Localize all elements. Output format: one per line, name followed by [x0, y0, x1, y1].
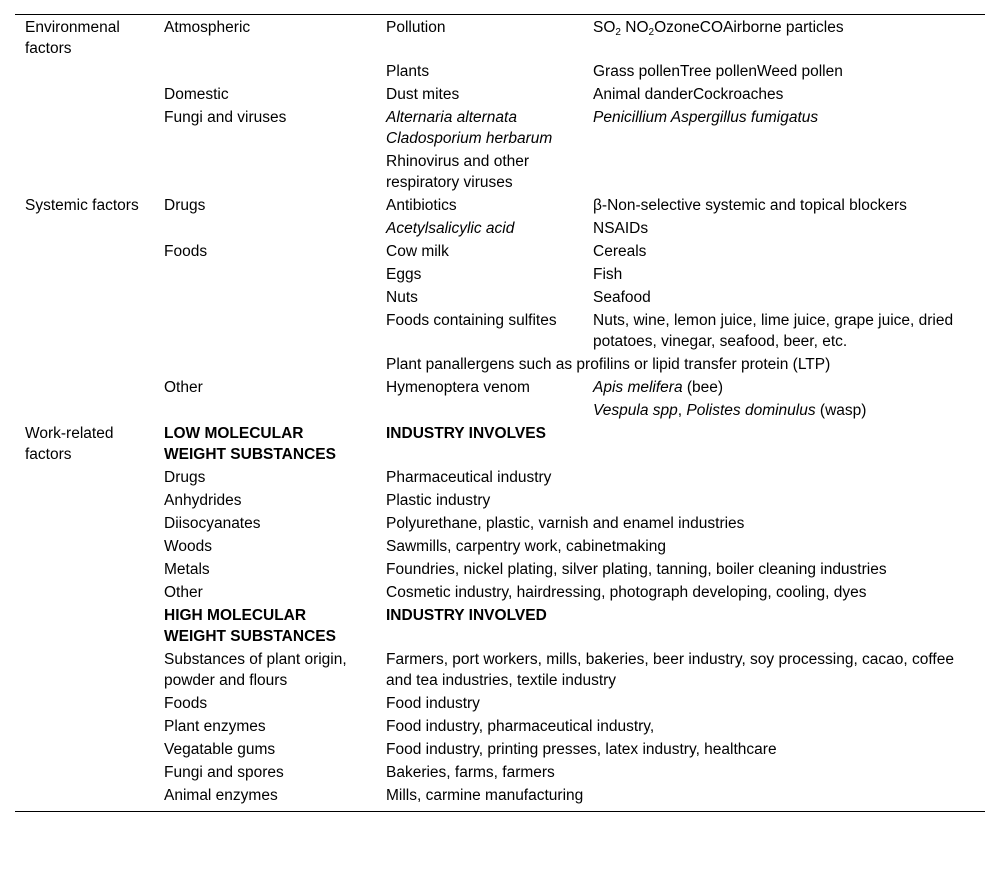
industry-cell: Mills, carmine manufacturing: [386, 787, 584, 804]
table-row: [15, 466, 985, 489]
agent-cell: Dust mites: [386, 86, 460, 103]
table-row: [15, 558, 985, 581]
agent-cell: Antibiotics: [386, 197, 457, 214]
table-row: [15, 512, 985, 535]
subcategory-cell: Other: [164, 379, 203, 396]
substance-cell: Animal enzymes: [164, 787, 278, 804]
substance-cell: Drugs: [164, 469, 206, 486]
industry-cell: Bakeries, farms, farmers: [386, 764, 555, 781]
agent-cell: Rhinovirus and other respiratory viruses: [386, 153, 530, 191]
category-cell: Work-related factors: [25, 425, 114, 463]
agent-cell: Pollution: [386, 19, 446, 36]
table-row: [15, 399, 985, 422]
examples-cell: Seafood: [593, 289, 651, 306]
table-row: [15, 376, 985, 399]
industry-cell: Cosmetic industry, hairdressing, photograph developing, cooling, dyes: [386, 584, 867, 601]
agent-cell: Plant panallergens such as profilins or lipid transfer protein (LTP): [386, 356, 831, 373]
table-row: [15, 240, 985, 263]
industry-cell: Foundries, nickel plating, silver plating, tanning, boiler cleaning industries: [386, 561, 887, 578]
category-cell: Environmenal factors: [25, 19, 120, 57]
agent-cell: Plants: [386, 63, 430, 80]
table-row: [15, 353, 985, 376]
category-cell: Systemic factors: [25, 197, 139, 214]
table-row: [15, 194, 985, 217]
table-row: [15, 150, 985, 194]
section-header-cell: INDUSTRY INVOLVES: [386, 425, 546, 442]
subcategory-cell: Drugs: [164, 197, 206, 214]
substance-cell: Metals: [164, 561, 210, 578]
table-row: [15, 692, 985, 715]
substance-cell: Foods: [164, 695, 208, 712]
agent-cell: Alternaria alternata Cladosporium herbarum: [386, 109, 553, 147]
subcategory-cell: Atmospheric: [164, 19, 251, 36]
agent-cell: Eggs: [386, 266, 422, 283]
industry-cell: Pharmaceutical industry: [386, 469, 552, 486]
allergen-table: [15, 14, 985, 812]
table-row: [15, 489, 985, 512]
substance-cell: Plant enzymes: [164, 718, 266, 735]
section-header-cell: HIGH MOLECULAR WEIGHT SUBSTANCES: [164, 607, 336, 645]
table-row: [15, 15, 985, 61]
examples-cell: NSAIDs: [593, 220, 649, 237]
subcategory-cell: Domestic: [164, 86, 229, 103]
examples-cell: Animal danderCockroaches: [593, 86, 784, 103]
table-row: [15, 604, 985, 648]
examples-cell: Penicillium Aspergillus fumigatus: [593, 109, 819, 126]
table-row: [15, 648, 985, 692]
agent-cell: Nuts: [386, 289, 418, 306]
examples-cell: β-Non-selective systemic and topical blockers: [593, 197, 907, 214]
subcategory-cell: Fungi and viruses: [164, 109, 287, 126]
table-row: [15, 715, 985, 738]
industry-cell: Plastic industry: [386, 492, 491, 509]
substance-cell: Woods: [164, 538, 212, 555]
section-header-cell: LOW MOLECULAR WEIGHT SUBSTANCES: [164, 425, 336, 463]
table-row: [15, 106, 985, 150]
examples-cell: Fish: [593, 266, 623, 283]
agent-cell: Hymenoptera venom: [386, 379, 530, 396]
examples-cell: Vespula spp, Polistes dominulus (wasp): [593, 402, 867, 419]
substance-cell: Anhydrides: [164, 492, 242, 509]
table-row: [15, 761, 985, 784]
industry-cell: Polyurethane, plastic, varnish and enamel industries: [386, 515, 745, 532]
table-row: [15, 738, 985, 761]
table-row: [15, 784, 985, 812]
table-row: [15, 422, 985, 466]
subcategory-cell: Foods: [164, 243, 208, 260]
table-row: [15, 286, 985, 309]
examples-cell: $SO_2$ $NO_2OzoneCOAirborne$ particles: [593, 19, 844, 38]
agent-cell: Acetylsalicylic acid: [386, 220, 515, 237]
substance-cell: Other: [164, 584, 203, 601]
table-row: [15, 217, 985, 240]
substance-cell: Vegatable gums: [164, 741, 276, 758]
industry-cell: Farmers, port workers, mills, bakeries, beer industry, soy processing, cacao, coffee and tea industries, textile industry: [386, 651, 954, 689]
industry-cell: Food industry, pharmaceutical industry,: [386, 718, 655, 735]
agent-cell: Foods containing sulfites: [386, 312, 557, 329]
substance-cell: Fungi and spores: [164, 764, 284, 781]
table-row: [15, 309, 985, 353]
substance-cell: Substances of plant origin, powder and flours: [164, 651, 347, 689]
section-header-cell: INDUSTRY INVOLVED: [386, 607, 547, 624]
table-row: [15, 581, 985, 604]
industry-cell: Food industry: [386, 695, 480, 712]
examples-cell: Grass pollenTree pollenWeed pollen: [593, 63, 843, 80]
table-row: [15, 263, 985, 286]
agent-cell: Cow milk: [386, 243, 449, 260]
table-row: [15, 83, 985, 106]
industry-cell: Food industry, printing presses, latex industry, healthcare: [386, 741, 777, 758]
examples-cell: Apis melifera (bee): [593, 379, 724, 396]
examples-cell: Cereals: [593, 243, 647, 260]
industry-cell: Sawmills, carpentry work, cabinetmaking: [386, 538, 666, 555]
examples-cell: Nuts, wine, lemon juice, lime juice, grape juice, dried potatoes, vinegar, seafood, beer, etc.: [593, 312, 954, 350]
table-row: [15, 60, 985, 83]
substance-cell: Diisocyanates: [164, 515, 261, 532]
table-row: [15, 535, 985, 558]
